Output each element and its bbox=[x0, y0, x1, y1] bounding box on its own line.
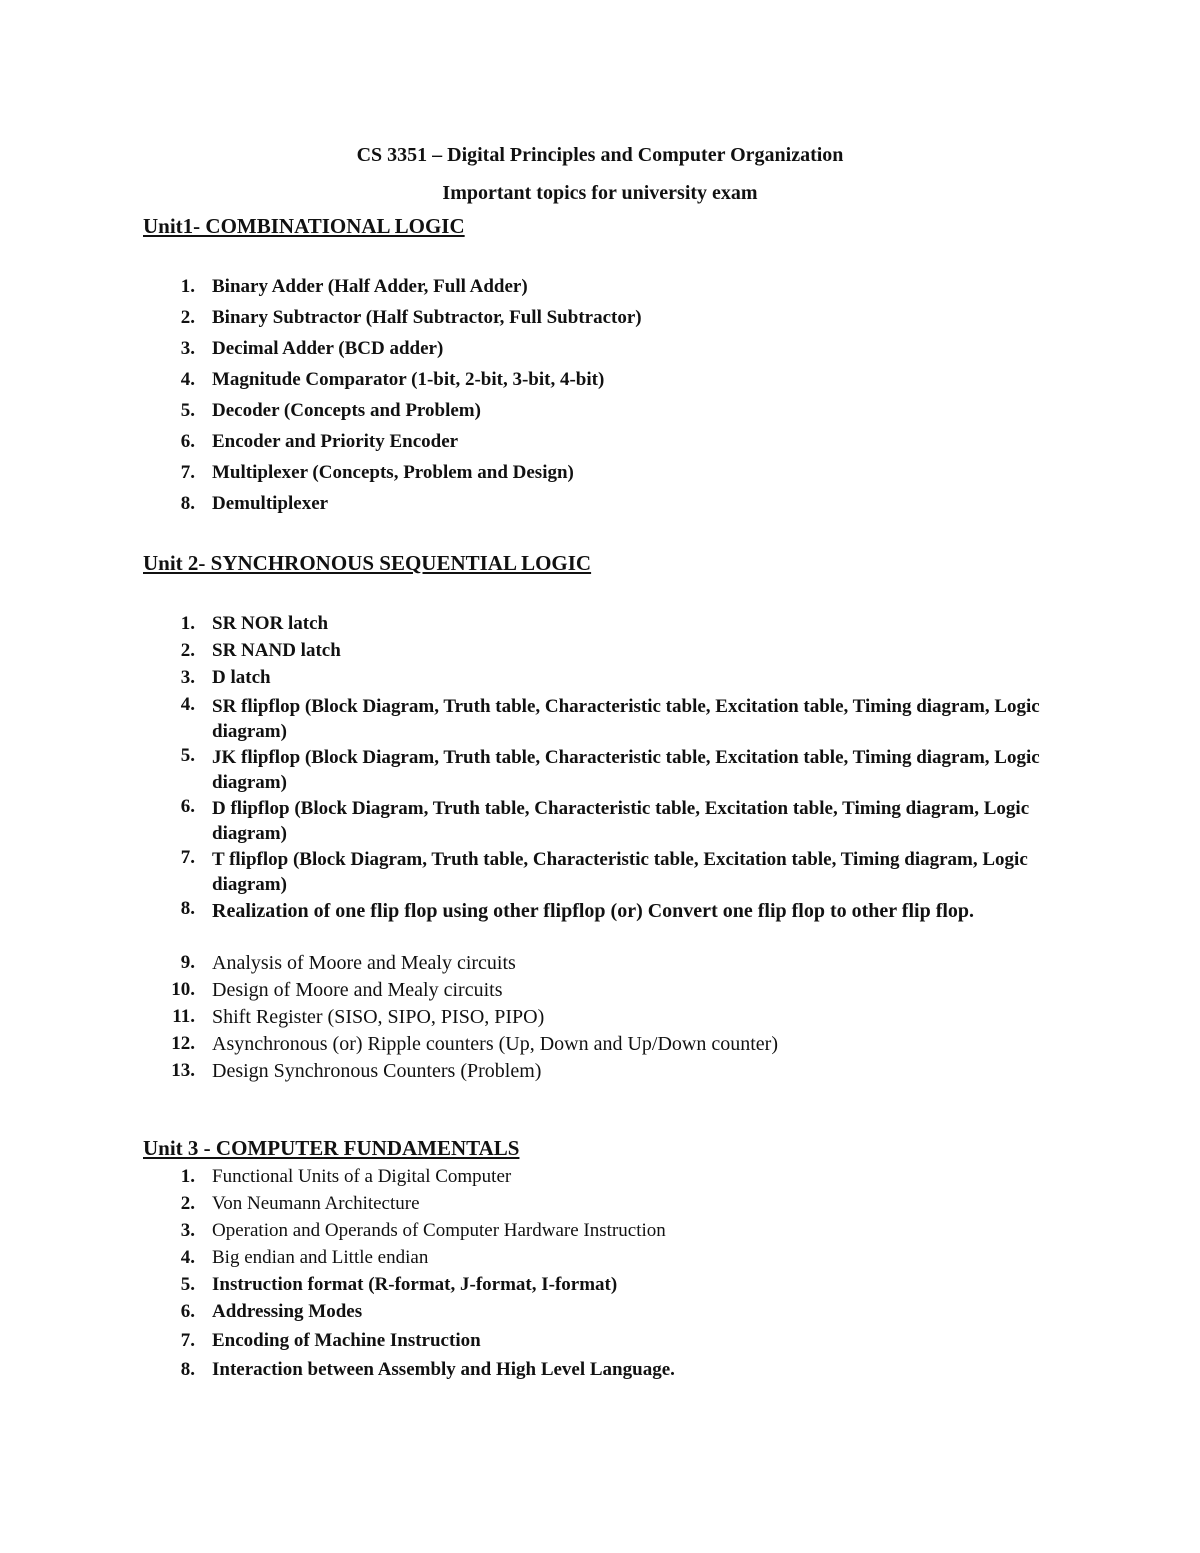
document-subtitle: Important topics for university exam bbox=[442, 182, 758, 204]
list-number: 3. bbox=[180, 338, 195, 359]
list-item bbox=[0, 307, 1067, 338]
list-number: 6. bbox=[180, 796, 195, 817]
list-number: 9. bbox=[180, 952, 195, 973]
list-number: 5. bbox=[180, 400, 195, 421]
list-item bbox=[0, 898, 1067, 952]
list-item bbox=[0, 847, 1067, 898]
list-item bbox=[0, 1033, 1067, 1060]
list-number: 11. bbox=[172, 1006, 195, 1027]
list-item-text: SR NAND latch bbox=[212, 640, 341, 661]
list-item-text: Asynchronous (or) Ripple counters (Up, Down and Up/Down counter) bbox=[212, 1033, 778, 1055]
list-item-text: Operation and Operands of Computer Hardware Instruction bbox=[212, 1220, 666, 1241]
list-item-text: Magnitude Comparator (1-bit, 2-bit, 3-bit, 4-bit) bbox=[212, 369, 605, 390]
list-number: 12. bbox=[171, 1033, 195, 1054]
list-item bbox=[0, 431, 1067, 462]
list-item bbox=[0, 1359, 1067, 1388]
list-number: 2. bbox=[180, 640, 195, 661]
list-item-text: Decimal Adder (BCD adder) bbox=[212, 338, 444, 359]
list-number: 2. bbox=[180, 307, 195, 328]
list-number: 8. bbox=[180, 1359, 195, 1380]
unit3-topic-list bbox=[0, 1166, 1067, 1388]
list-item-text: Interaction between Assembly and High Level Language. bbox=[212, 1359, 675, 1380]
list-item bbox=[0, 745, 1067, 796]
unit1-heading: Unit1- COMBINATIONAL LOGIC bbox=[143, 214, 465, 238]
list-number: 13. bbox=[171, 1060, 195, 1081]
list-item bbox=[0, 694, 1067, 745]
list-number: 10. bbox=[171, 979, 195, 1000]
list-number: 1. bbox=[180, 1166, 195, 1187]
list-number: 4. bbox=[180, 694, 195, 715]
list-item bbox=[0, 667, 1067, 694]
list-number: 7. bbox=[180, 847, 195, 868]
unit3-heading: Unit 3 - COMPUTER FUNDAMENTALS bbox=[143, 1136, 520, 1160]
list-item-text: D latch bbox=[212, 667, 271, 688]
list-item bbox=[0, 796, 1067, 847]
list-item bbox=[0, 1247, 1067, 1274]
list-number: 1. bbox=[180, 276, 195, 297]
list-item-text: Demultiplexer bbox=[212, 493, 329, 514]
list-number: 6. bbox=[180, 431, 195, 452]
list-item-text: Shift Register (SISO, SIPO, PISO, PIPO) bbox=[212, 1006, 545, 1028]
list-item bbox=[0, 338, 1067, 369]
unit1-topic-list bbox=[0, 276, 1067, 524]
list-number: 1. bbox=[180, 613, 195, 634]
list-item bbox=[0, 369, 1067, 400]
list-item bbox=[0, 640, 1067, 667]
list-item-text: Binary Adder (Half Adder, Full Adder) bbox=[212, 276, 528, 297]
list-item bbox=[0, 1301, 1067, 1330]
list-item bbox=[0, 400, 1067, 431]
list-item-text: T flipflop (Block Diagram, Truth table, Characteristic table, Excitation table, Timing diagram, Logic diagram) bbox=[212, 849, 1028, 895]
list-item bbox=[0, 1006, 1067, 1033]
list-item-text: SR flipflop (Block Diagram, Truth table, Characteristic table, Excitation table, Timing diagram, Logic diagram) bbox=[212, 696, 1040, 742]
list-item bbox=[0, 1274, 1067, 1301]
list-item-text: Realization of one flip flop using other flipflop (or) Convert one flip flop to other flip flop. bbox=[212, 900, 975, 922]
list-item-text: Big endian and Little endian bbox=[212, 1247, 429, 1268]
list-item bbox=[0, 613, 1067, 640]
list-item-text: Design Synchronous Counters (Problem) bbox=[212, 1060, 542, 1082]
list-number: 4. bbox=[180, 1247, 195, 1268]
list-item-text: SR NOR latch bbox=[212, 613, 329, 634]
list-item-text: Binary Subtractor (Half Subtractor, Full Subtractor) bbox=[212, 307, 642, 328]
list-number: 3. bbox=[180, 1220, 195, 1241]
unit2-heading: Unit 2- SYNCHRONOUS SEQUENTIAL LOGIC bbox=[143, 551, 592, 575]
list-number: 6. bbox=[180, 1301, 195, 1322]
list-item-text: D flipflop (Block Diagram, Truth table, Characteristic table, Excitation table, Timing diagram, Logic diagram) bbox=[212, 798, 1030, 844]
list-item-text: Encoding of Machine Instruction bbox=[212, 1330, 481, 1351]
list-item bbox=[0, 979, 1067, 1006]
list-number: 8. bbox=[180, 493, 195, 514]
list-item-text: Analysis of Moore and Mealy circuits bbox=[212, 952, 516, 974]
list-item-text: Instruction format (R-format, J-format, I-format) bbox=[212, 1274, 618, 1295]
list-item-text: Encoder and Priority Encoder bbox=[212, 431, 459, 452]
list-number: 4. bbox=[180, 369, 195, 390]
list-number: 7. bbox=[180, 462, 195, 483]
list-item-text: Design of Moore and Mealy circuits bbox=[212, 979, 503, 1001]
list-item bbox=[0, 1330, 1067, 1359]
list-item-text: Addressing Modes bbox=[212, 1301, 363, 1322]
document-title: CS 3351 – Digital Principles and Computer Organization bbox=[356, 144, 844, 166]
list-number: 3. bbox=[180, 667, 195, 688]
list-number: 8. bbox=[180, 898, 195, 919]
list-item bbox=[0, 1060, 1067, 1087]
list-item bbox=[0, 1220, 1067, 1247]
list-item bbox=[0, 276, 1067, 307]
list-item-text: Multiplexer (Concepts, Problem and Design) bbox=[212, 462, 574, 483]
list-item-text: Decoder (Concepts and Problem) bbox=[212, 400, 481, 421]
list-item bbox=[0, 952, 1067, 979]
list-item-text: JK flipflop (Block Diagram, Truth table, Characteristic table, Excitation table, Timing diagram, Logic diagram) bbox=[212, 747, 1040, 793]
list-item bbox=[0, 493, 1067, 524]
list-number: 5. bbox=[180, 1274, 195, 1295]
list-item bbox=[0, 1193, 1067, 1220]
list-item-text: Functional Units of a Digital Computer bbox=[212, 1166, 512, 1187]
list-item-text: Von Neumann Architecture bbox=[212, 1193, 420, 1214]
list-number: 5. bbox=[180, 745, 195, 766]
unit2-topic-list bbox=[0, 613, 1067, 1087]
list-item bbox=[0, 462, 1067, 493]
list-number: 7. bbox=[180, 1330, 195, 1351]
list-number: 2. bbox=[180, 1193, 195, 1214]
list-item bbox=[0, 1166, 1067, 1193]
